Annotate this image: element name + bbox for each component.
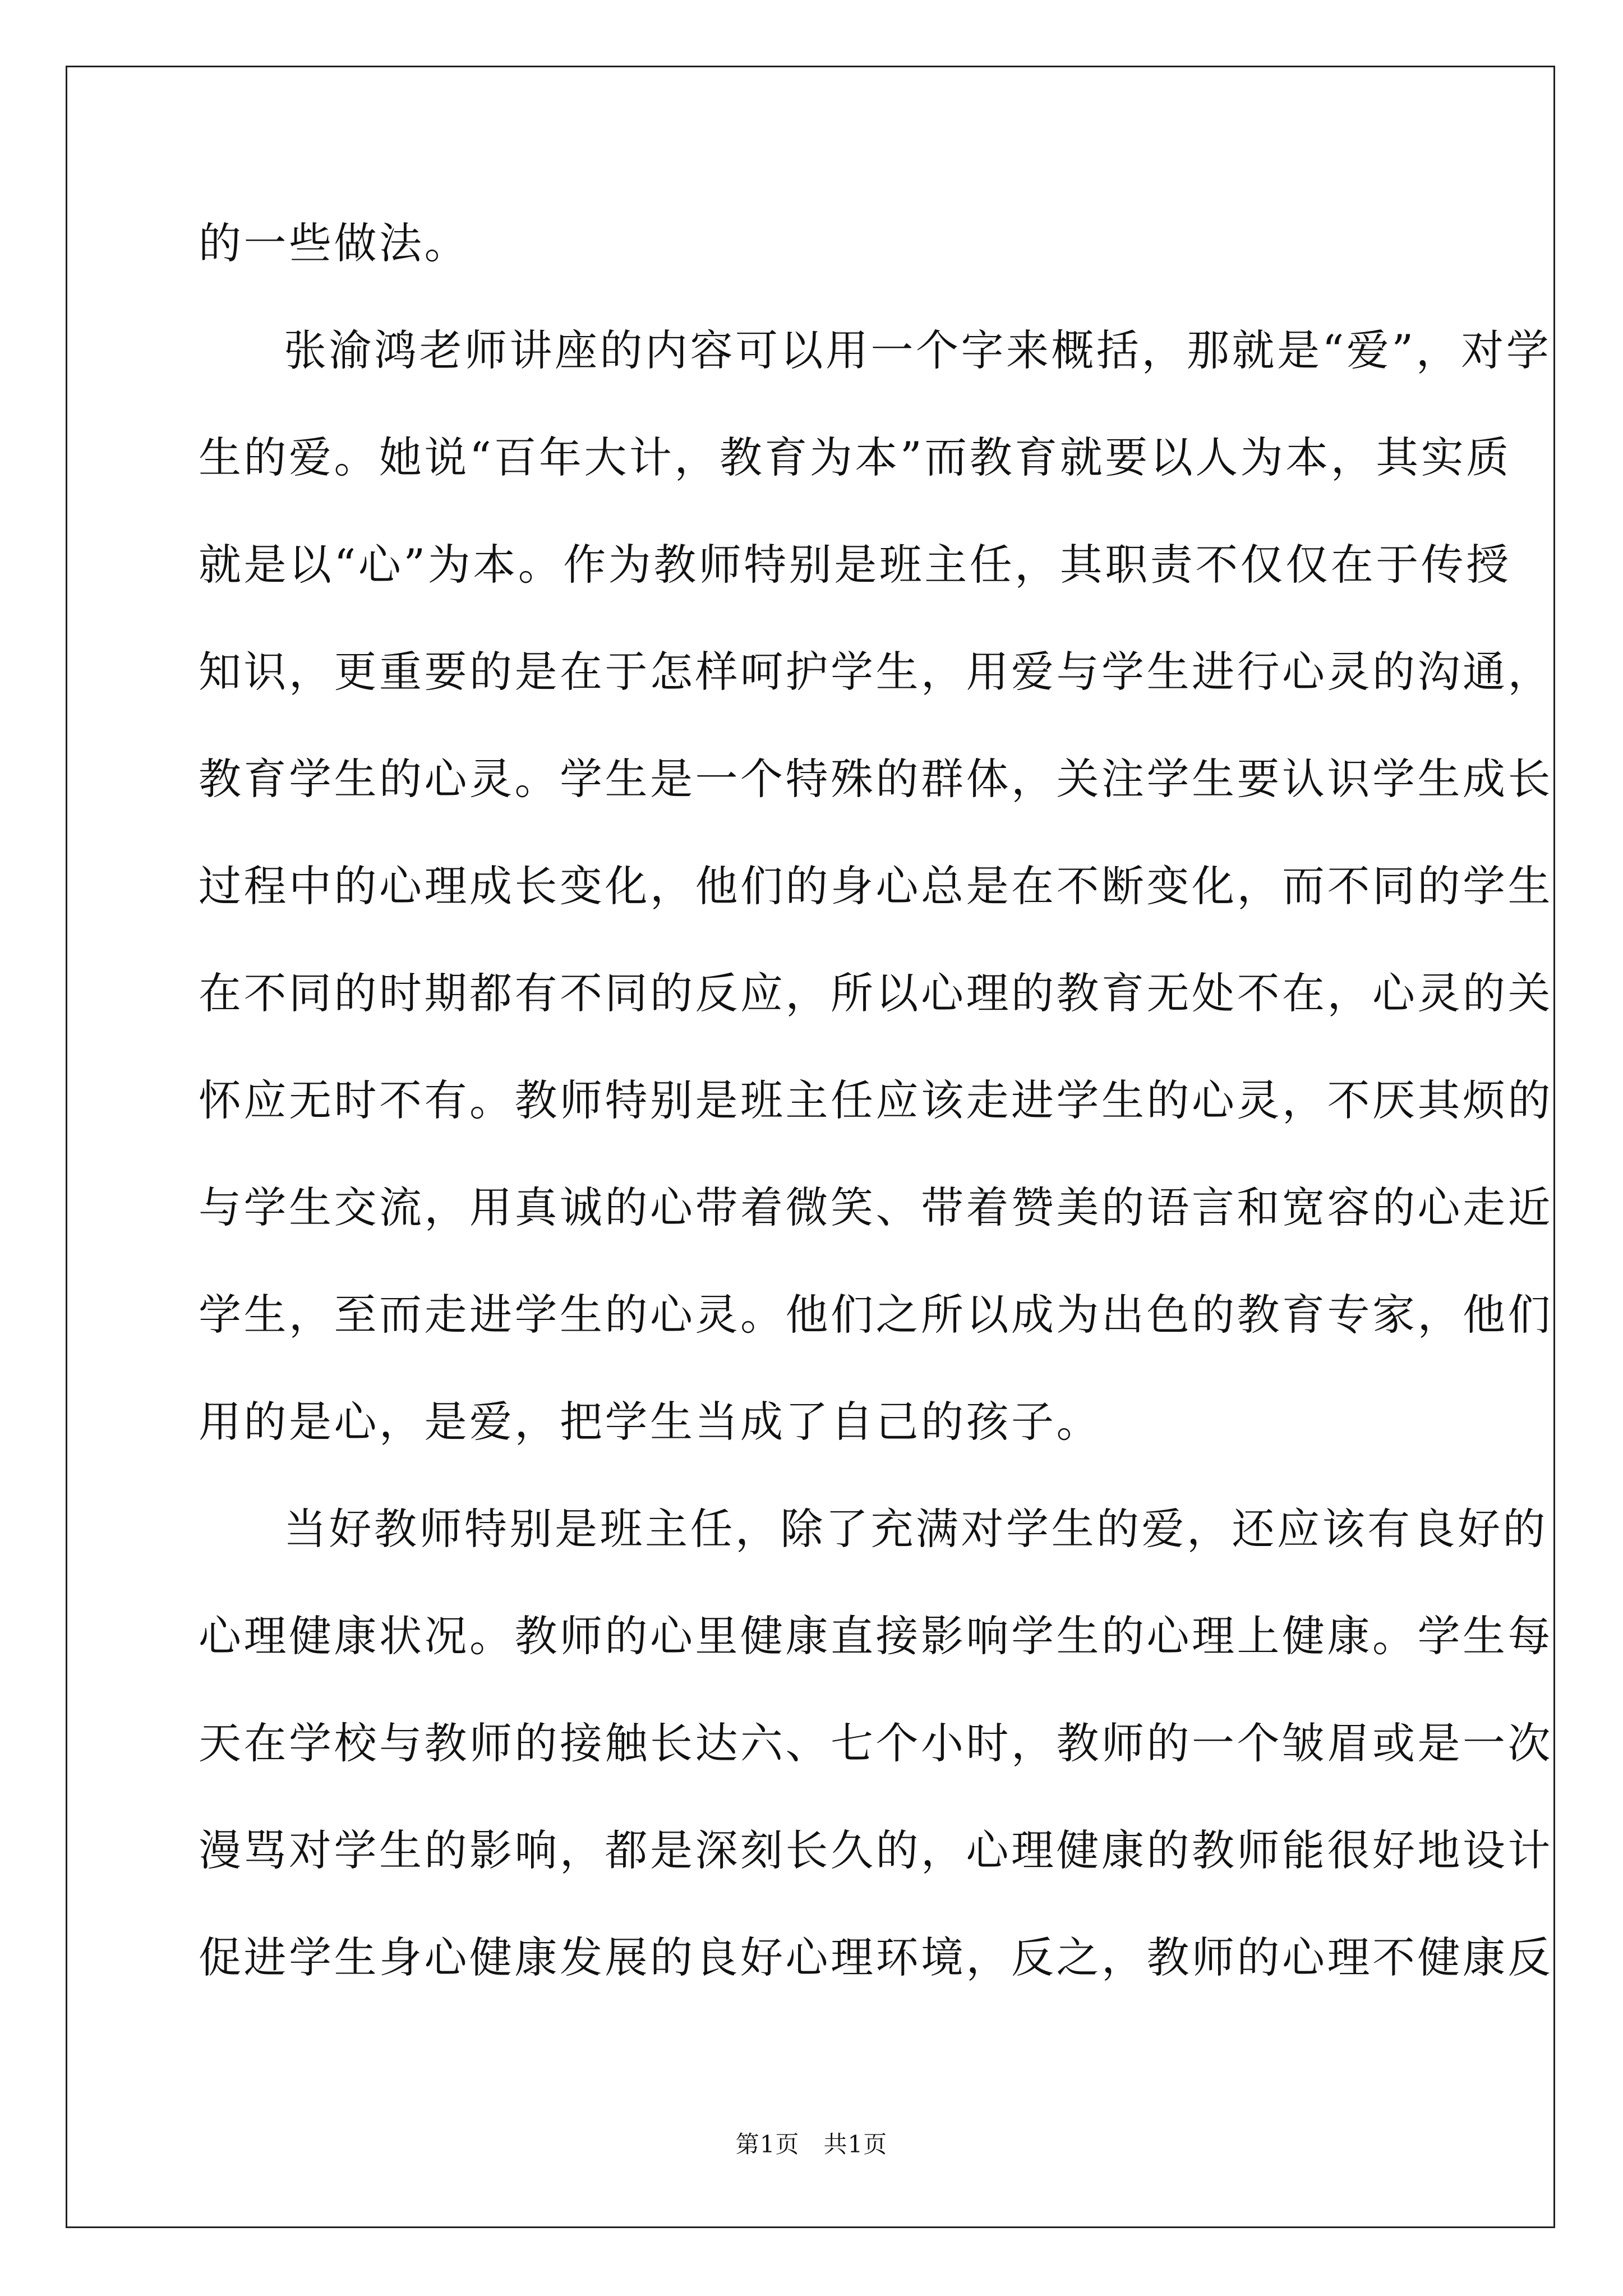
text-line: 在不同的时期都有不同的反应，所以心理的教育无处不在，心灵的关: [199, 968, 1553, 1018]
text-line: 过程中的心理成长变化，他们的身心总是在不断变化，而不同的学生: [199, 861, 1553, 911]
page-total: 共1页: [823, 2131, 888, 2158]
text-line: 学生，至而走进学生的心灵。他们之所以成为出色的教育专家，他们: [199, 1290, 1553, 1340]
text-line: 张渝鸿老师讲座的内容可以用一个字来概括，那就是“爱”，对学: [284, 325, 1552, 375]
text-line: 心理健康状况。教师的心里健康直接影响学生的心理上健康。学生每: [199, 1611, 1553, 1661]
text-line: 知识，更重要的是在于怎样呵护学生，用爱与学生进行心灵的沟通，: [199, 647, 1553, 697]
page-footer: [0, 2126, 1623, 2160]
document-body: [199, 213, 1553, 2035]
text-line: 天在学校与教师的接触长达六、七个小时，教师的一个皱眉或是一次: [199, 1718, 1553, 1768]
text-line: 与学生交流，用真诚的心带着微笑、带着赞美的语言和宽容的心走近: [199, 1182, 1553, 1232]
text-line: 就是以“心”为本。作为教师特别是班主任，其职责不仅仅在于传授: [199, 540, 1511, 590]
text-line: 的一些做法。: [199, 218, 469, 268]
text-line: 当好教师特别是班主任，除了充满对学生的爱，还应该有良好的: [284, 1504, 1548, 1554]
text-line: 促进学生身心健康发展的良好心理环境，反之，教师的心理不健康反: [199, 1932, 1553, 1982]
text-line: 教育学生的心灵。学生是一个特殊的群体，关注学生要认识学生成长: [199, 754, 1553, 804]
text-line: 生的爱。她说“百年大计，教育为本”而教育就要以人为本，其实质: [199, 432, 1511, 482]
text-line: 怀应无时不有。教师特别是班主任应该走进学生的心灵，不厌其烦的: [199, 1075, 1553, 1125]
page-number: 第1页: [735, 2131, 800, 2158]
text-line: 漫骂对学生的影响，都是深刻长久的，心理健康的教师能很好地设计: [199, 1825, 1553, 1875]
text-line: 用的是心，是爱，把学生当成了自己的孩子。: [199, 1397, 1101, 1447]
